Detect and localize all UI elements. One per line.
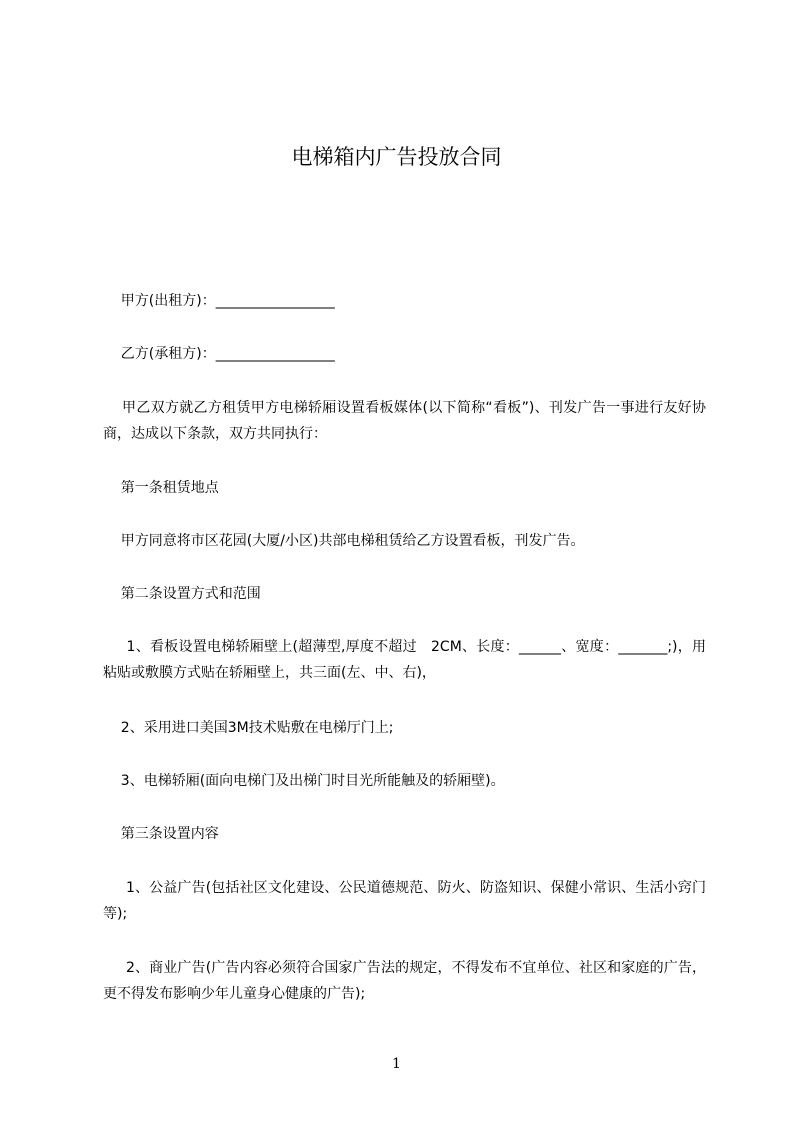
article-2-item-1: 1、看板设置电梯轿厢壁上(超薄型,厚度不超过 2CM、长度：______、宽度：_______;)，用粘贴或敷膜方式贴在轿厢壁上，共三面(左、中、右)， <box>103 639 706 681</box>
document-title: 电梯箱内广告投放合同 <box>291 145 502 169</box>
page-number: 1 <box>392 1056 401 1072</box>
article-2-item-3: 3、电梯轿厢(面向电梯门及出梯门时目光所能触及的轿厢壁)。 <box>103 773 505 789</box>
article-3-heading: 第三条设置内容 <box>103 826 219 842</box>
article-3-item-2: 2、商业广告(广告内容必须符合国家广告法的规定，不得发布不宜单位、社区和家庭的广告，更不得发布影响少年儿童身心健康的广告); <box>103 960 706 1002</box>
article-1-heading: 第一条租赁地点 <box>103 480 219 496</box>
article-1-text: 甲方同意将市区花园(大厦/小区)共部电梯租赁给乙方设置看板，刊发广告。 <box>103 533 585 549</box>
article-2-item-2: 2、采用进口美国3M技术贴敷在电梯厅门上; <box>103 720 394 736</box>
party-a-line: 甲方(出租方)：_________________ <box>103 293 335 309</box>
article-3-item-1: 1、公益广告(包括社区文化建设、公民道德规范、防火、防盗知识、保健小常识、生活小窍门等); <box>103 880 706 922</box>
preamble-paragraph: 甲乙双方就乙方租赁甲方电梯轿厢设置看板媒体(以下简称“看板”)、刊发广告一事进行友好协商，达成以下条款，双方共同执行： <box>103 400 706 442</box>
article-2-heading: 第二条设置方式和范围 <box>103 586 261 602</box>
party-b-line: 乙方(承租方)：_________________ <box>103 346 335 362</box>
